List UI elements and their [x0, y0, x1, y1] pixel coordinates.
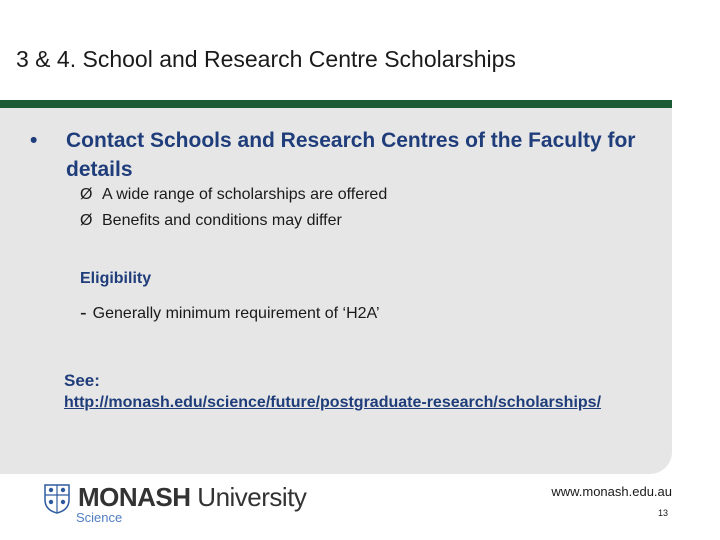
page-number: 13 [657, 508, 668, 518]
scholarships-link[interactable]: http://monash.edu/science/future/postgraduate-research/scholarships/ [64, 394, 602, 411]
sub-bullet-text: A wide range of scholarships are offered [102, 186, 388, 203]
sub-bullet-item [80, 186, 387, 204]
logo-wordmark: MONASH University [78, 482, 307, 512]
sub-bullet-text: Benefits and conditions may differ [102, 212, 342, 229]
eligibility-item [80, 301, 380, 324]
title-rule [0, 100, 672, 108]
monash-crest-icon [44, 484, 70, 514]
main-bullet-text: Contact Schools and Research Centres of the Faculty for details [66, 129, 636, 181]
arrow-bullet-icon: Ø [80, 186, 93, 203]
slide-title: 3 & 4. School and Research Centre Scholarships [16, 46, 516, 72]
dash-marker: - [80, 302, 87, 324]
bullet-marker: • [30, 129, 38, 152]
eligibility-text: Generally minimum requirement of ‘H2A’ [92, 305, 380, 322]
monash-logo [44, 482, 307, 525]
footer-url: www.monash.edu.au [551, 484, 672, 499]
sub-bullet-item [80, 212, 342, 230]
eligibility-heading: Eligibility [80, 270, 152, 287]
see-heading: See: [64, 371, 100, 390]
logo-faculty: Science [76, 510, 123, 525]
arrow-bullet-icon: Ø [80, 212, 93, 229]
